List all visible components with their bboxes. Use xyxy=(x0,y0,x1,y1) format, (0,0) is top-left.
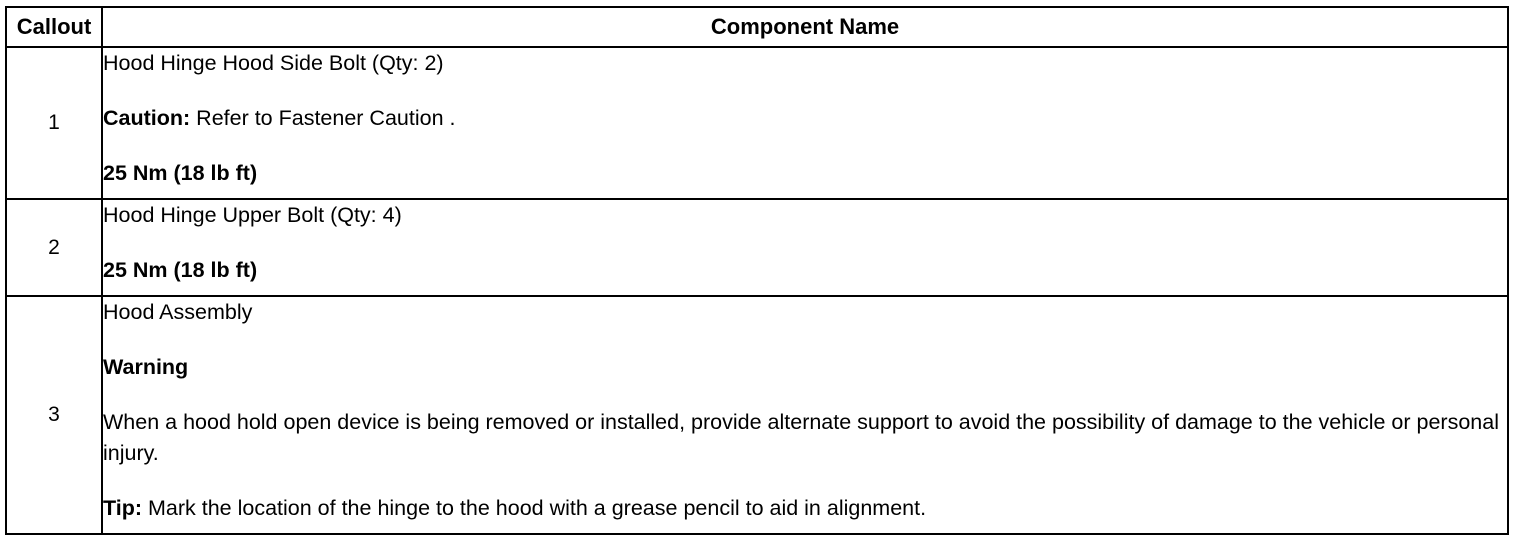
component-name: Hood Hinge Hood Side Bolt (Qty: 2) xyxy=(103,51,444,75)
warning-text: When a hood hold open device is being removed or installed, provide alternate support to avoid the possibility of damage to the vehicle or personal injury. xyxy=(103,410,1499,465)
table-row xyxy=(6,199,1508,296)
component-cell xyxy=(102,47,1508,199)
tip-note xyxy=(103,493,1507,524)
component-cell xyxy=(102,199,1508,296)
header-callout: Callout xyxy=(6,7,102,47)
tip-text: Mark the location of the hinge to the hood with a grease pencil to aid in alignment. xyxy=(142,496,927,520)
torque-spec: 25 Nm (18 lb ft) xyxy=(103,258,258,282)
table-header-row xyxy=(6,7,1508,47)
tip-label: Tip: xyxy=(103,496,143,520)
component-cell xyxy=(102,296,1508,534)
caution-note xyxy=(103,103,1507,134)
component-name: Hood Hinge Upper Bolt (Qty: 4) xyxy=(103,203,402,227)
callout-number: 1 xyxy=(6,47,102,199)
torque-spec: 25 Nm (18 lb ft) xyxy=(103,161,258,185)
warning-label: Warning xyxy=(103,355,189,379)
caution-label: Caution: xyxy=(103,106,191,130)
table-row xyxy=(6,296,1508,534)
callout-number: 3 xyxy=(6,296,102,534)
component-name: Hood Assembly xyxy=(103,300,253,324)
callout-table xyxy=(5,6,1509,535)
caution-text: Refer to Fastener Caution . xyxy=(190,106,456,130)
callout-number: 2 xyxy=(6,199,102,296)
table-row xyxy=(6,47,1508,199)
header-component-name: Component Name xyxy=(102,7,1508,47)
